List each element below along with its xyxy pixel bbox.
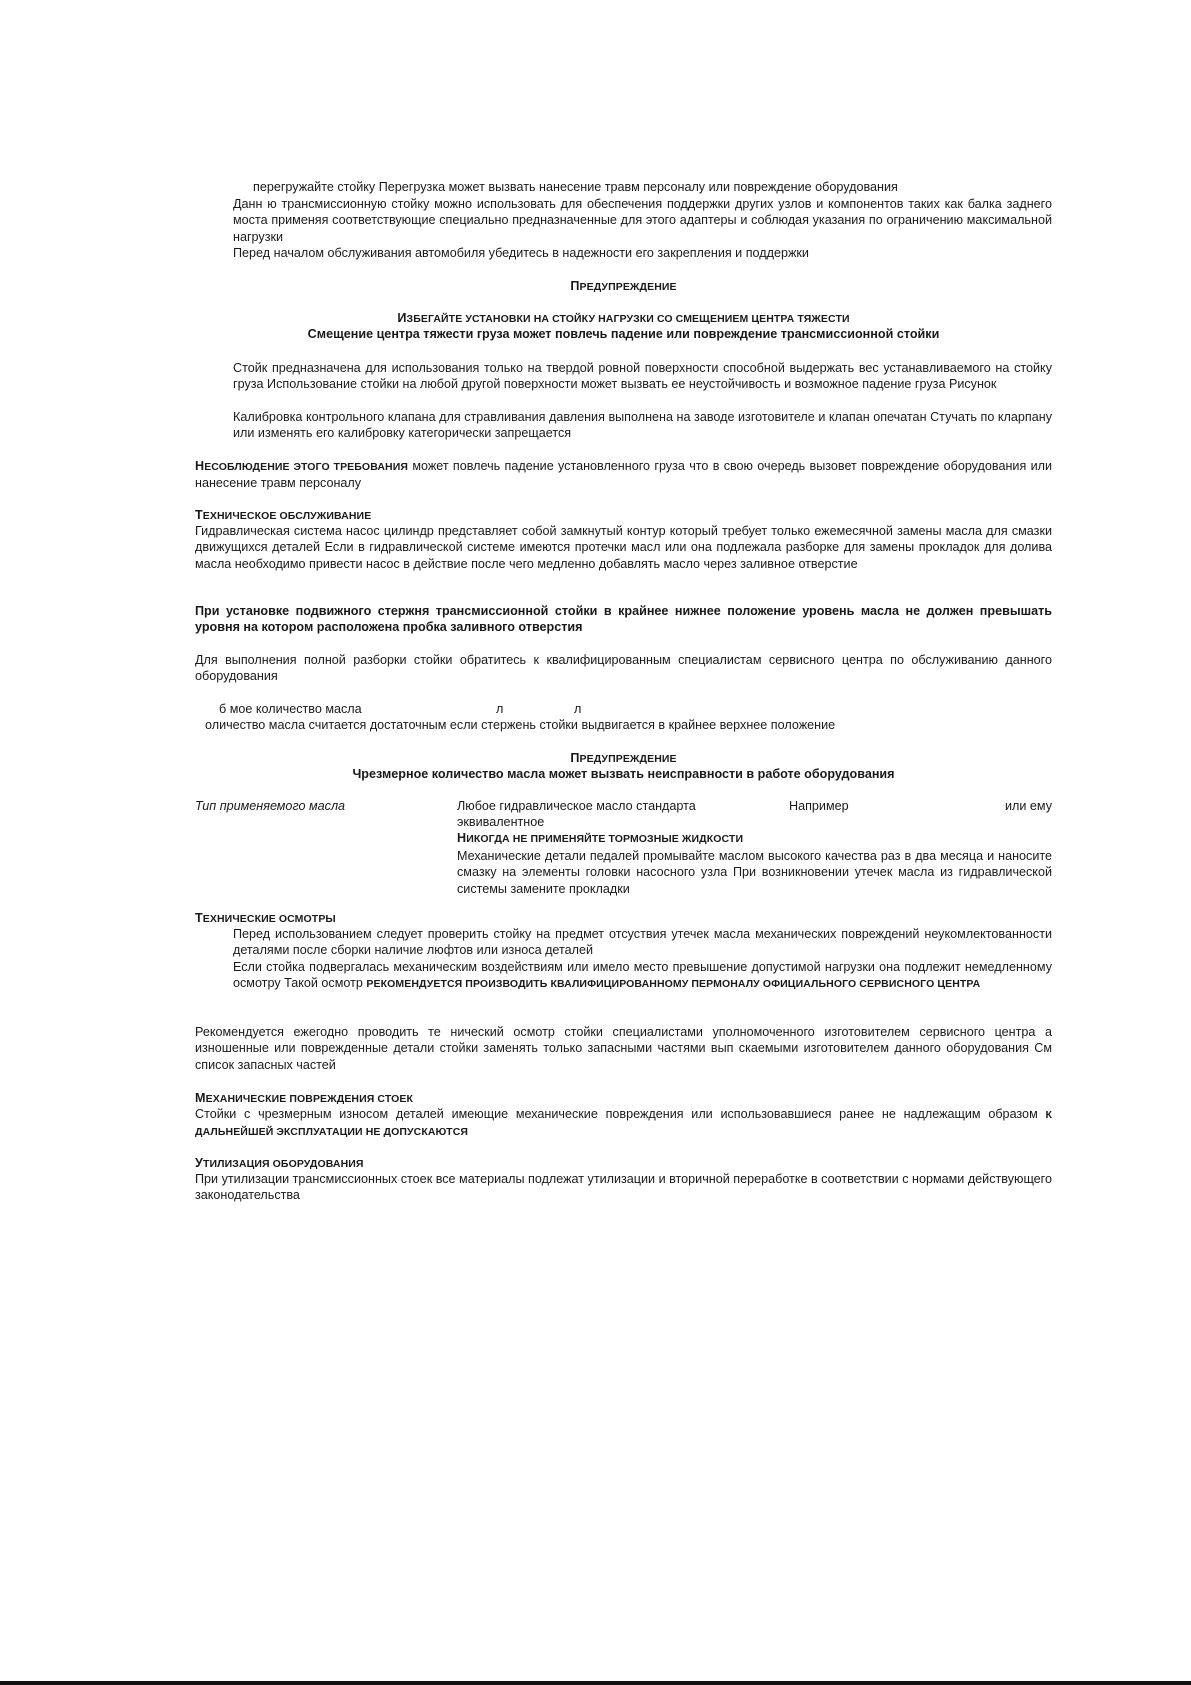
maintenance-heading: ТЕХНИЧЕСКОЕ ОБСЛУЖИВАНИЕ xyxy=(195,508,372,522)
inspection-paragraph-1: Перед использованием следует проверить стойку на предмет отсуствия утечек масла механических повреждений неукомлектованности деталями после сборки наличие люфтов или износа деталей xyxy=(233,927,1052,958)
warning-1-line-1: ИЗБЕГАЙТЕ УСТАНОВКИ НА СТОЙКУ НАГРУЗКИ СО СМЕЩЕНИЕМ ЦЕНТРА ТЯЖЕСТИ xyxy=(397,311,850,325)
fixing-line: Перед началом обслуживания автомобиля убедитесь в надежности его закрепления и поддержки xyxy=(233,246,809,260)
never-brake-fluid: НИКОГДА НЕ ПРИМЕНЯЙТЕ ТОРМОЗНЫЕ ЖИДКОСТИ xyxy=(457,831,744,846)
disposal-heading: УТИЛИЗАЦИЯ ОБОРУДОВАНИЯ xyxy=(195,1156,364,1170)
annual-inspection-paragraph: Рекомендуется ежегодно проводить те нический осмотр стойки специалистами уполномоченного изготовителем сервисного центра а изношенные или поврежденные детали стойки заменять только запасными частями вып скаемыми изготовителем данного оборудования См список запасных частей xyxy=(195,1025,1052,1072)
damage-paragraph: Стойки с чрезмерным износом деталей имеющие механические повреждения или использовавшиеся ранее не надлежащим образом К ДАЛЬНЕЙШЕЙ ЭКСПЛУАТАЦИИ НЕ ДОПУСКАЮТСЯ xyxy=(195,1107,1052,1139)
warning-1-line-2: Смещение центра тяжести груза может повлечь падение или повреждение трансмиссионной стойки xyxy=(307,327,940,341)
warning-title-1: ПРЕДУПРЕЖДЕНИЕ xyxy=(570,279,677,293)
warning-2-line: Чрезмерное количество масла может вызвать неисправности в работе оборудования xyxy=(352,767,895,781)
inspections-heading: ТЕХНИЧЕСКИЕ ОСМОТРЫ xyxy=(195,911,336,925)
overload-line: перегружайте стойку Перегрузка может вызвать нанесение травм персоналу или повреждение оборудования xyxy=(253,180,898,194)
oil-unit-2: л xyxy=(574,702,582,716)
oil-equivalent-2: эквивалентное xyxy=(457,815,545,829)
disposal-paragraph: При утилизации трансмиссионных стоек все материалы подлежат утилизации и вторичной переработке в соответствии с нормами действующего законодательства xyxy=(195,1172,1052,1203)
oil-type-value xyxy=(457,798,1052,897)
oil-level-note: При установке подвижного стержня трансмиссионной стойки в крайнее нижнее положение уровень масла не должен превышать уровня на котором расположена пробка заливного отверстия xyxy=(195,604,1052,635)
oil-example: Например xyxy=(789,799,849,813)
oil-type-label: Тип применяемого масла xyxy=(195,799,346,813)
oil-unit-1: л xyxy=(496,702,504,716)
inspection-paragraph-2: Если стойка подвергалась механическим воздействиям или имело место превышение допустимой нагрузки она подлежит немедленному осмотру Такой осмотр РЕКОМЕНДУЕТСЯ ПРОИЗВОДИТЬ КВАЛИФИЦИРОВАННОМУ ПЕРМОНАЛУ ОФИЦИАЛЬНОГО СЕРВИСНОГО ЦЕНТРА xyxy=(233,960,1052,991)
service-note: Для выполнения полной разборки стойки обратитесь к квалифицированным специалистам сервисного центра по обслуживанию данного оборудования xyxy=(195,653,1052,684)
oil-standard: Любое гидравлическое масло стандарта xyxy=(457,799,696,813)
valve-paragraph: Калибровка контрольного клапана для стравливания давления выполнена на заводе изготовителе и клапан опечатан Стучать по кларпану или изменять его калибровку категорически запрещается xyxy=(233,410,1052,441)
bottom-rule xyxy=(0,1681,1191,1685)
noncompliance-paragraph: НЕСОБЛЮДЕНИЕ ЭТОГО ТРЕБОВАНИЯ может повлечь падение установленного груза что в свою очередь вызовет повреждение оборудования или нанесение травм персоналу xyxy=(195,459,1053,491)
surface-paragraph: Стойк предназначена для использования только на твердой ровной поверхности способной выдержать вес устанавливаемого на стойку груза Использование стойки на любой другой поверхности может вызвать ее неустойчивость и возможное падение груза Рисунок xyxy=(233,361,1052,392)
oil-equivalent-1: или ему xyxy=(1004,799,1052,813)
oil-sufficient-line: оличество масла считается достаточным если стержень стойки выдвигается в крайнее верхнее положение xyxy=(205,718,836,732)
maintenance-paragraph: Гидравлическая система насос цилиндр представляет собой замкнутый контур который требует только ежемесячной замены масла для смазки движущихся деталей Если в гидравлической системе имеются протечки масл или она подлежала разборке для замены прокладок для долива масла необходимо привести насос в действие после чего медленно добавлять масло через заливное отверстие xyxy=(195,524,1052,571)
mechanical-parts-note: Механические детали педалей промывайте маслом высокого качества раз в два месяца и наносите смазку на элементы головки насосного узла При возникновении утечек масла из гидравлической системы замените прокладки xyxy=(457,848,1052,896)
adapter-paragraph: Данн ю трансмиссионную стойку можно использовать для обеспечения поддержки других узлов и компонентов таких как балка заднего моста применяя соответствующие специально предназначенные для этого адаптеры и соблюдая указания по ограничению максимальной нагрузки xyxy=(233,197,1052,244)
oil-amount-line: б мое количество масла xyxy=(219,702,362,716)
warning-title-2: ПРЕДУПРЕЖДЕНИЕ xyxy=(570,751,677,765)
damage-heading: МЕХАНИЧЕСКИЕ ПОВРЕЖДЕНИЯ СТОЕК xyxy=(195,1091,413,1105)
